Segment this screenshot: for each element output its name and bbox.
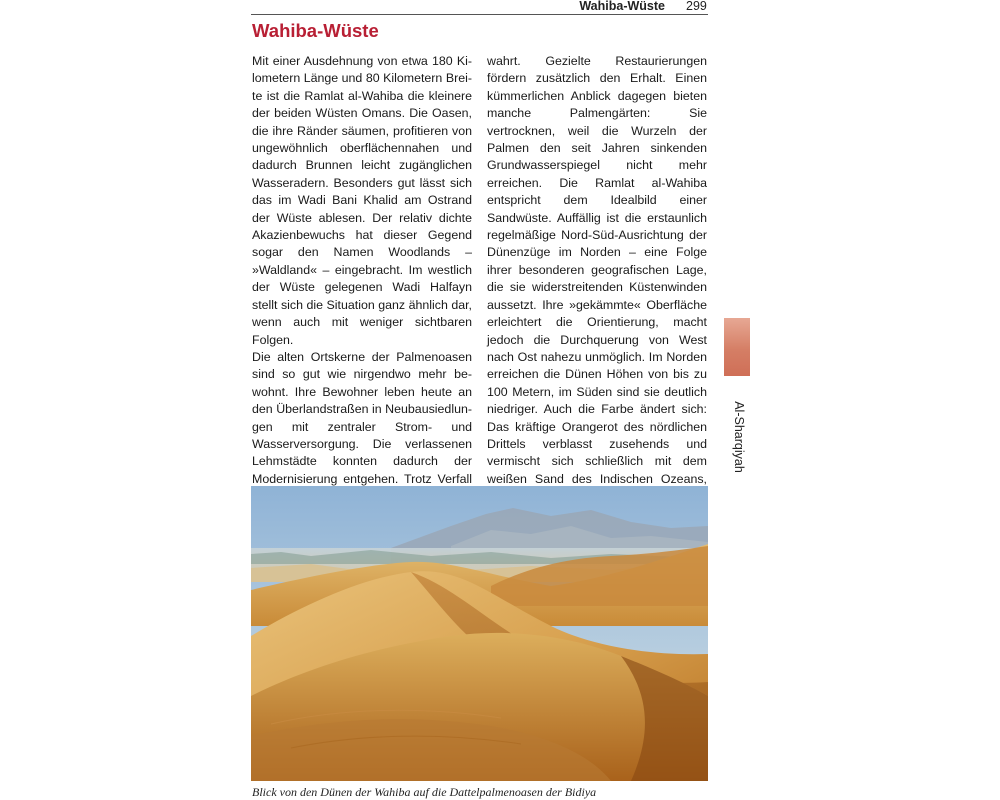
dune-photo	[251, 486, 708, 781]
paragraph: Mit einer Ausdehnung von etwa 180 Kilometern Länge und 80 Kilometern Breite ist die Ramlat al-Wahiba die kleinere der beiden Wüsten Omans. Die Oasen, die ihre Ränder säumen, profitieren von ungewöhnlich oberflächennahen und dadurch Brunnen leicht zugänglichen Wasseradern. Besonders gut lässt sich das im Wadi Bani Khalid am Ostrand der Wüste ablesen. Der relativ dichte Akazienbewuchs hat dieser Gegend sogar den Namen Woodlands – »Waldland« – eingebracht. Im westlich der Wüste gelegenen Wadi Halfayn stellt sich die Situation ganz ähnlich dar, wenn auch mit weniger sichtbaren Folgen.	[252, 54, 472, 347]
photo-caption: Blick von den Dünen der Wahiba auf die Dattelpalmenoasen der Bidiya	[252, 785, 597, 799]
text-column-left	[252, 53, 472, 523]
dune-landscape-illustration	[251, 486, 708, 781]
paragraph: Die alten Ortskerne der Palmenoasen sind so gut wie nirgendwo mehr bewohnt. Ihre Bewohner leben heute an den Überlandstraßen in Neubausiedlungen mit zentraler Strom- und Wasserversorgung. Die verlassenen Lehmstädte konnten dadurch der Modernisierung entgehen. Trotz Verfall	[252, 349, 472, 486]
header-rule	[251, 14, 708, 15]
page-number: 299	[686, 0, 707, 13]
running-title: Wahiba-Wüste	[579, 0, 665, 13]
chapter-thumb-tab	[724, 318, 750, 376]
text-column-right	[487, 53, 707, 540]
chapter-side-label: Al-Sharqiyah	[732, 401, 746, 473]
section-title: Wahiba-Wüste	[252, 20, 379, 41]
paragraph: wahrt. Gezielte Restaurierungen fördern zusätzlich den Erhalt. Einen kümmerlichen Anblick dagegen bieten manche Palmengärten: Sie vertrocknen, weil die Wurzeln der Palmen den seit Jahren sinkenden Grundwasserspiegel nicht mehr erreichen. Die Ramlat al-Wahiba entspricht dem Idealbild einer Sandwüste. Auffällig ist die erstaunlich regelmäßige Nord-Süd-Ausrichtung der Dünenzüge im Norden – eine Folge ihrer besonderen geografischen Lage, die sie widerstreitenden Küstenwinden aussetzt. Ihre »gekämmte« Oberfläche erleichtert die Orientierung, macht jedoch die Durchquerung von West nach Ost nahezu unmöglich. Im Norden erreichen die Dünen Höhen von bis zu 100 Metern, im Süden sind sie deutlich niedriger. Auch die Farbe ändert sich: Das kräftige Orangerot des nördlichen Drittels verblasst zusehends und vermischt sich schließlich mit dem weißen Sand des Indischen Ozeans,	[487, 54, 707, 486]
